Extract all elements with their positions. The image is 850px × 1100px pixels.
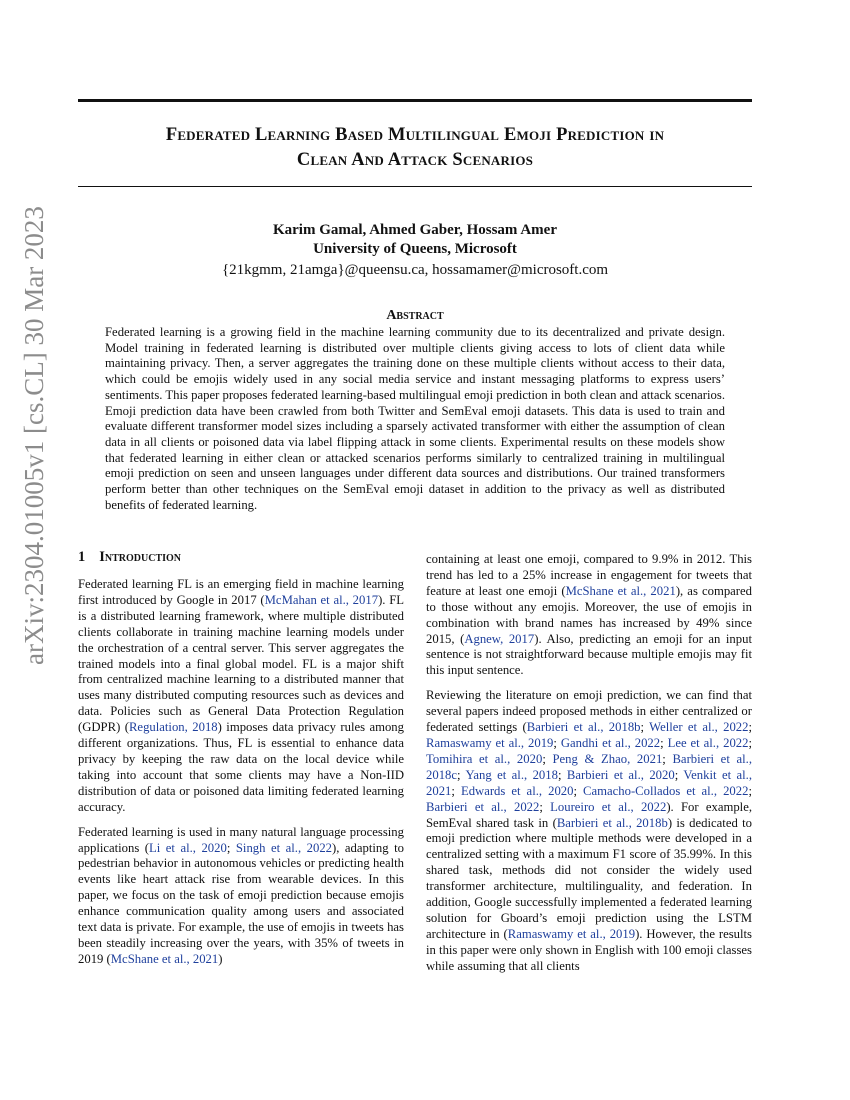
citation-link[interactable]: Camacho-Collados et al., 2022: [583, 783, 749, 798]
paragraph-text: containing at least one emoji, compared to 9.9% in 2012. This trend has led to a 25% increase in engagement for tweets that feature at least one emoji (: [426, 552, 752, 598]
author-names: Karim Gamal, Ahmed Gaber, Hossam Amer: [272, 222, 557, 238]
paragraph-text: ) is dedicated to emoji prediction where multiple methods were developed in a centralized setting with a maximum F1 score of 35.99%. In this shared task, methods did not consider the widely used transformer architecture, multilinguality, and federation. In addition, Google successfully implemented a federated learning solution for Gboard’s emoji prediction using the LSTM architecture in (: [426, 815, 753, 941]
citation-link[interactable]: Ramaswamy et al., 2019: [426, 735, 554, 750]
paragraph-text: ). FL is a distributed learning framework, where multiple distributed clients collaborate in training machine learning models under the orchestration of a central server. This server aggregates the trained models into a final global model. FL is a major shift from centralized machine learning to a distributed manner that uses many distributed computing resources such as devices and data. Policies such as General Data Protection Regulation (GDPR) (: [78, 592, 405, 735]
paragraph-text: ;: [748, 720, 753, 735]
abstract-text: Federated learning is a growing field in the machine learning community due to its decentralized and private design. Model training in federated learning is distributed over multiple clients giving access to lots of client data while maintaining privacy. Then, a server aggregates the training done on these multiple clients without access to their data, which could be emojis widely used in any social media service and instant messaging platforms to express users’ sentiments. This paper proposes federated learning-based multilingual emoji prediction in both clean and attack scenarios. Emoji prediction data have been crawled from both Twitter and SemEval emoji datasets. This data is used to train and evaluate different transformer model sizes including a sparsely activated transformer with either the assumption of clean data in all clients or poisoned data via label flipping attack in some clients. Experimental results on these models show that federated learning in either clean or attacked scenarios performs similarly to centralized training in multilingual emoji prediction on seen and unseen languages under different data sources and distributions. Our trained transformers perform better than other techniques on the SemEval emoji dataset in addition to the privacy as well as distributed benefits of federated learning.: [105, 325, 725, 512]
citation-link[interactable]: Barbieri et al., 2018b: [526, 720, 641, 735]
paragraph-text: ), as compared to those without any emojis. Moreover, the use of emojis in combination with brand names has increased by 49% since 2015, (: [426, 583, 752, 646]
citation-link[interactable]: Edwards et al., 2020: [460, 783, 574, 798]
citation-link[interactable]: Lee et al., 2022: [667, 735, 749, 750]
paragraph-text: ;: [226, 840, 236, 855]
paragraph-text: ): [218, 951, 223, 966]
paragraph-text: Reviewing the literature on emoji prediction, we can find that several papers indeed proposed methods in either centralized or federated settings (: [426, 688, 752, 735]
paragraph: [78, 577, 404, 816]
paragraph-text: ) imposes data privacy rules among different organizations. Thus, FL is essential to enhance data privacy by keeping the raw data on the local device while taking into account that some clients may have a Non-IID distribution of data or poisoned data limiting federated learning accuracy.: [78, 720, 404, 814]
paper-title: [78, 123, 752, 173]
author-block: [78, 221, 752, 280]
section-number: 1: [78, 549, 86, 565]
citation-link[interactable]: McShane et al., 2021: [110, 951, 219, 966]
paragraph-text: Federated learning FL is an emerging field in machine learning first introduced by Google in 2017 (: [78, 577, 404, 607]
section-title: Introduction: [99, 549, 182, 565]
paragraph-text: ;: [748, 783, 752, 798]
citation-link[interactable]: Loureiro et al., 2022: [550, 799, 667, 814]
abstract-heading: Abstract: [386, 308, 444, 323]
left-column: [78, 548, 404, 977]
paragraph-text: ;: [557, 767, 567, 782]
citation-link[interactable]: Barbieri et al., 2018b: [556, 815, 668, 830]
paragraph-text: ;: [640, 720, 650, 735]
paragraph-text: ;: [542, 751, 553, 766]
citation-link[interactable]: Barbieri et al., 2020: [566, 767, 675, 782]
paragraph-text: ;: [662, 751, 673, 766]
title-line-2: Clean And Attack Scenarios: [296, 150, 534, 170]
paragraph-text: ;: [674, 767, 684, 782]
citation-link[interactable]: Regulation, 2018: [128, 720, 218, 735]
citation-link[interactable]: Venkit et al., 2021: [426, 767, 753, 798]
citation-link[interactable]: Singh et al., 2022: [235, 840, 333, 855]
paragraph-text: ). However, the results in this paper were only shown in English with 100 emoji classes while assuming that all clients: [426, 926, 752, 973]
paragraph-text: ;: [457, 767, 466, 782]
paragraph-text: ;: [553, 735, 561, 750]
author-affiliation: University of Queens, Microsoft: [313, 241, 517, 257]
paragraph-text: ;: [660, 735, 668, 750]
paragraph-text: ;: [573, 783, 584, 798]
citation-link[interactable]: Gandhi et al., 2022: [560, 735, 661, 750]
citation-link[interactable]: Peng & Zhao, 2021: [552, 751, 663, 766]
citation-link[interactable]: Agnew, 2017: [464, 631, 535, 646]
author-emails: {21kgmm, 21amga}@queensu.ca, hossamamer@microsoft.com: [221, 262, 609, 278]
paragraph-text: ;: [539, 799, 551, 814]
paragraph-text: Federated learning is used in many natural language processing applications (: [78, 824, 404, 855]
paragraph: [426, 552, 752, 679]
paragraph-text: ). Also, predicting an emoji for an input sentence is not straightforward because multiple emojis may fit this input sentence.: [426, 631, 752, 678]
citation-link[interactable]: Barbieri et al., 2018c: [426, 751, 752, 782]
paragraph: [426, 688, 752, 974]
citation-link[interactable]: Weller et al., 2022: [649, 720, 749, 735]
title-top-rule: [78, 99, 752, 102]
paragraph: [78, 825, 404, 968]
paragraph-text: ), adapting to pedestrian behavior in autonomous vehicles or predicting health events like heart attack rise from wearable devices. In this paper, we focus on the task of emoji prediction because emojis enhance communication quality among users and associated text data is private. For example, the use of emojis in tweets has been steadily increasing over the years, with 35% of tweets in 2019 (: [78, 840, 404, 966]
right-column: [426, 552, 752, 984]
citation-link[interactable]: McMahan et al., 2017: [264, 592, 379, 607]
citation-link[interactable]: Barbieri et al., 2022: [426, 799, 540, 814]
citation-link[interactable]: Ramaswamy et al., 2019: [507, 926, 636, 941]
citation-link[interactable]: McShane et al., 2021: [565, 583, 676, 598]
citation-link[interactable]: Yang et al., 2018: [465, 767, 558, 782]
citation-link[interactable]: Li et al., 2020: [149, 840, 227, 855]
paragraph-text: ;: [748, 735, 753, 750]
citation-link[interactable]: Tomihira et al., 2020: [426, 751, 543, 766]
paragraph-text: ). For example, SemEval shared task in (: [426, 799, 753, 830]
paragraph-text: ;: [451, 783, 461, 798]
arxiv-identifier: arXiv:2304.01005v1 [cs.CL] 30 Mar 2023: [19, 206, 49, 665]
title-line-1: Federated Learning Based Multilingual Emoji Prediction in: [165, 125, 665, 145]
section-heading: [78, 548, 404, 566]
title-bottom-rule: [78, 186, 752, 187]
